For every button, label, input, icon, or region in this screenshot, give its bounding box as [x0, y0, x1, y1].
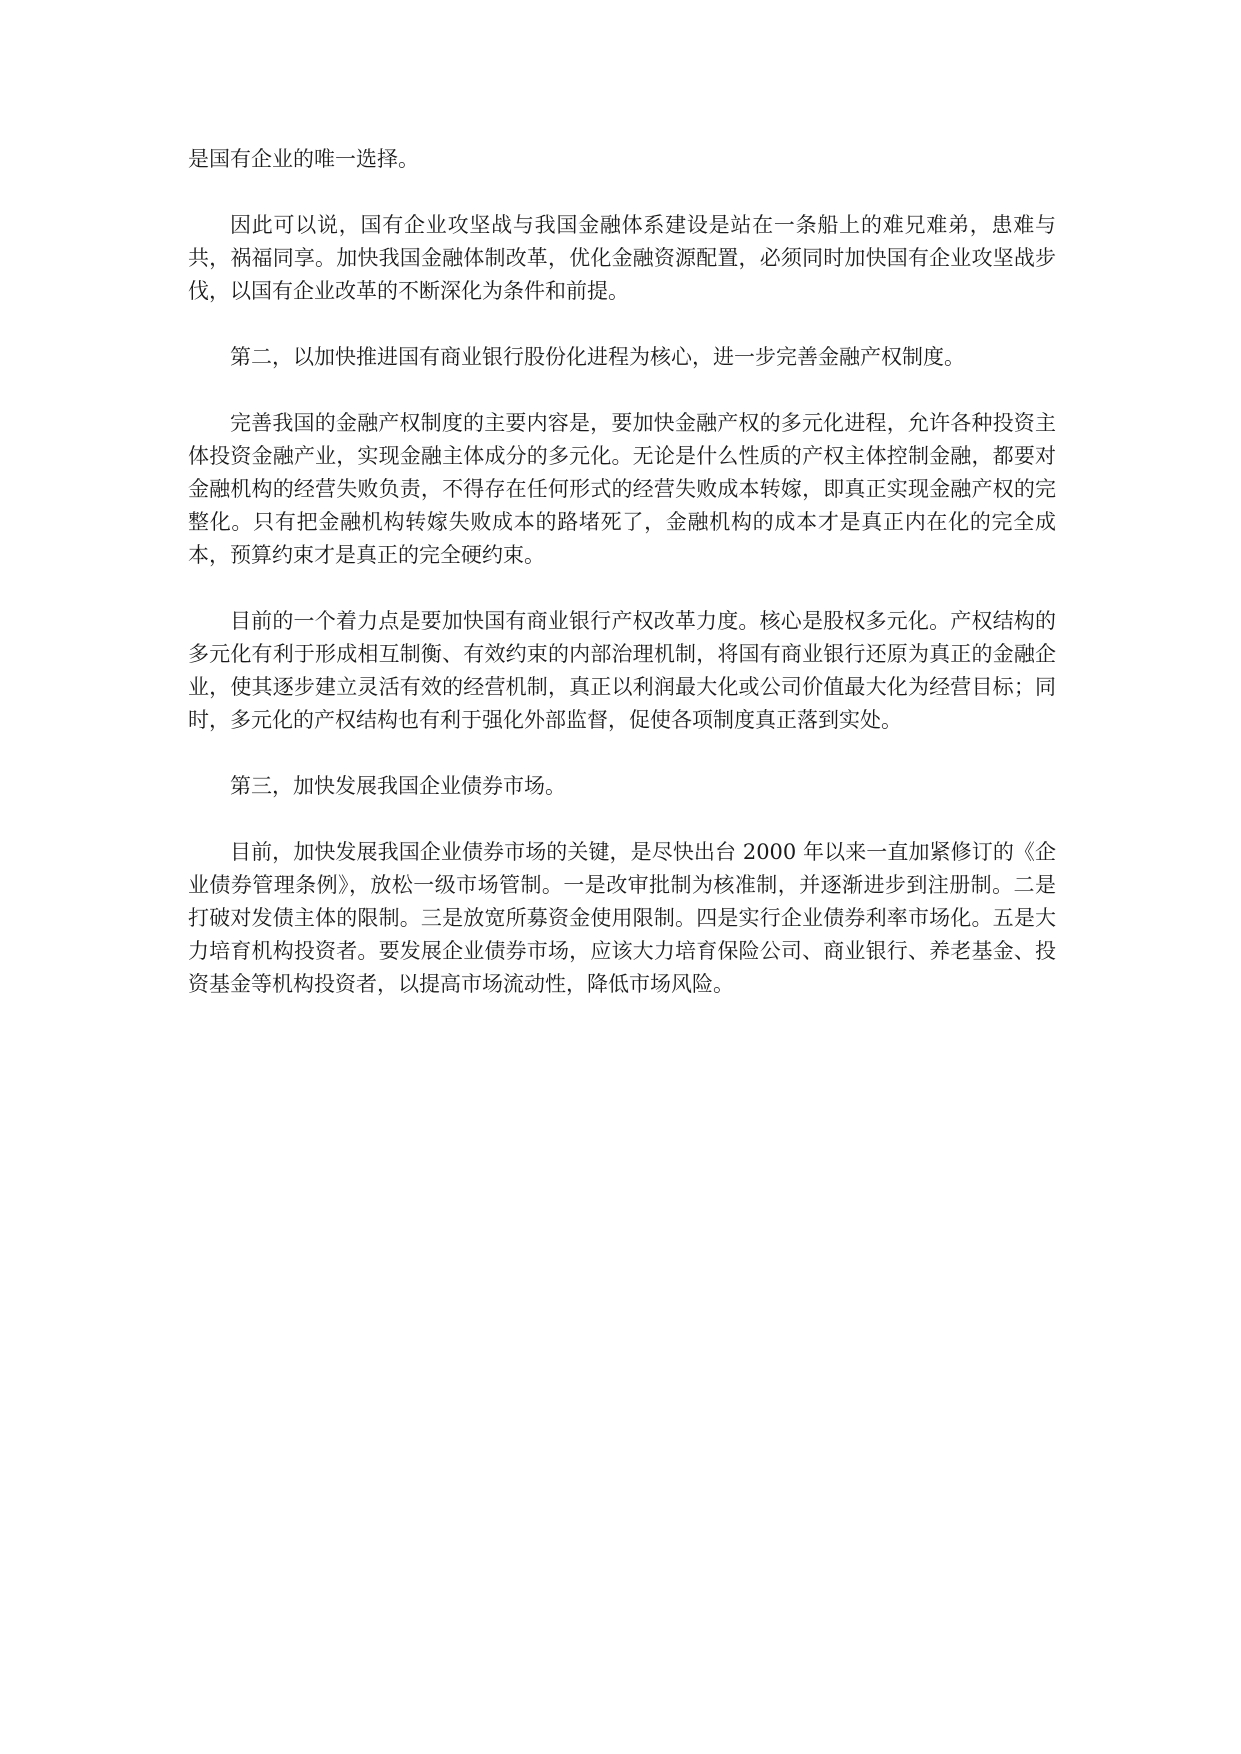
paragraph-state-enterprise-reform: 因此可以说，国有企业攻坚战与我国金融体系建设是站在一条船上的难兄难弟，患难与共，祸福同享。加快我国金融体制改革，优化金融资源配置，必须同时加快国有企业攻坚战步伐，以国有企业改革的不断深化为条件和前提。	[188, 213, 1056, 303]
paragraph-gap	[188, 737, 1056, 770]
paragraph-gap	[188, 308, 1056, 341]
paragraph-gap	[188, 803, 1056, 836]
paragraph-continuation: 是国有企业的唯一选择。	[188, 147, 419, 171]
paragraph-gap	[188, 572, 1056, 605]
paragraph-bond-market: 目前，加快发展我国企业债券市场的关键，是尽快出台 2000 年以来一直加紧修订的《企业债券管理条例》，放松一级市场管制。一是改审批制为核准制，并逐渐进步到注册制。二是打破对发债主体的限制。三是放宽所募资金使用限制。四是实行企业债券利率市场化。五是大力培育机构投资者。要发展企业债券市场，应该大力培育保险公司、商业银行、养老基金、投资基金等机构投资者，以提高市场流动性，降低市场风险。	[188, 840, 1056, 996]
section-heading-second: 第二，以加快推进国有商业银行股份化进程为核心，进一步完善金融产权制度。	[230, 345, 965, 369]
paragraph-property-rights: 完善我国的金融产权制度的主要内容是，要加快金融产权的多元化进程，允许各种投资主体投资金融产业，实现金融主体成分的多元化。无论是什么性质的产权主体控制金融，都要对金融机构的经营失败负责，不得存在任何形式的经营失败成本转嫁，即真正实现金融产权的完整化。只有把金融机构转嫁失败成本的路堵死了，金融机构的成本才是真正内在化的完全成本，预算约束才是真正的完全硬约束。	[188, 411, 1056, 567]
paragraph-gap	[188, 176, 1056, 209]
paragraph-bank-reform: 目前的一个着力点是要加快国有商业银行产权改革力度。核心是股权多元化。产权结构的多元化有利于形成相互制衡、有效约束的内部治理机制，将国有商业银行还原为真正的金融企业，使其逐步建立灵活有效的经营机制，真正以利润最大化或公司价值最大化为经营目标；同时，多元化的产权结构也有利于强化外部监督，促使各项制度真正落到实处。	[188, 609, 1056, 732]
document-body	[188, 143, 1056, 1001]
paragraph-gap	[188, 374, 1056, 407]
section-heading-third: 第三，加快发展我国企业债券市场。	[230, 774, 566, 798]
